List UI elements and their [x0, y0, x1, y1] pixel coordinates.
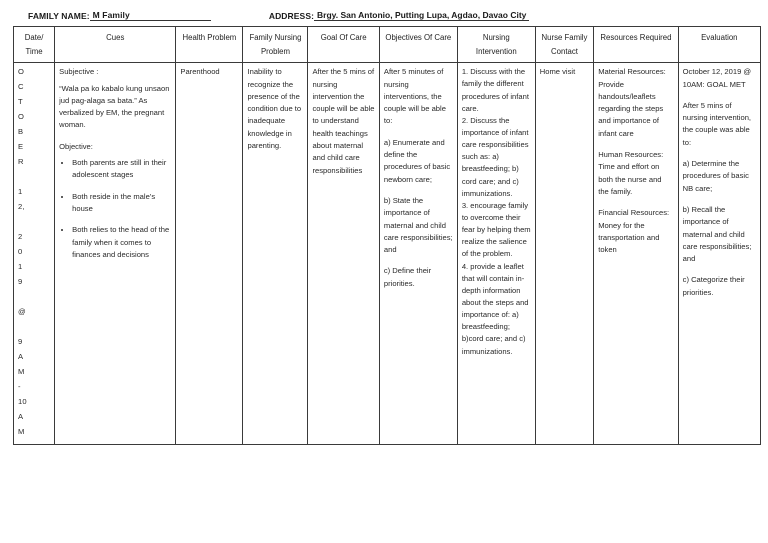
date-char: 9: [18, 337, 23, 347]
date-char: M: [18, 427, 25, 437]
table-row: [14, 63, 761, 445]
column-header-nurse-family-contact: Nurse Family Contact: [535, 27, 593, 63]
objective-b: b) State the importance of maternal and child care responsibilities; and: [383, 195, 453, 255]
date-char: E: [18, 142, 24, 152]
cell-goal-of-care: After the 5 mins of nursing intervention the couple will be able to understand health teachings about maternal and child care responsibilities: [308, 63, 379, 445]
family-name-underline: [133, 10, 211, 21]
cell-nurse-family-contact: Home visit: [535, 63, 593, 445]
date-char: C: [18, 82, 24, 92]
date-char: -: [18, 382, 21, 392]
evaluation-a: a) Determine the procedures of basic NB care;: [682, 159, 749, 193]
column-header-objectives-of-care: Objectives Of Care: [379, 27, 457, 63]
family-name-value: M Family: [90, 10, 133, 21]
column-header-date-time: Date/ Time: [14, 27, 55, 63]
date-char: B: [18, 127, 24, 137]
objective-a: a) Enumerate and define the procedures of basic newborn care;: [383, 137, 451, 184]
intervention-3: 3. encourage family to overcome their fear by helping them realize the salience of the problem.: [461, 200, 531, 259]
evaluation-goal-met: October 12, 2019 @ 10AM: GOAL MET: [682, 67, 752, 89]
column-header-family-nursing-problem: Family Nursing Problem: [243, 27, 308, 63]
table-header-row: [14, 27, 761, 63]
cell-date-time: [14, 63, 55, 445]
column-header-nursing-intervention: Nursing Intervention: [457, 27, 535, 63]
evaluation-c: c) Categorize their priorities.: [682, 275, 745, 297]
cell-health-problem: Parenthood: [176, 63, 243, 445]
column-header-resources-required: Resources Required: [594, 27, 678, 63]
address-label: ADDRESS:: [268, 11, 315, 21]
family-care-plan-table: [13, 26, 761, 445]
objective-c: c) Define their priorities.: [383, 266, 432, 288]
date-spacer: [18, 171, 50, 186]
date-char: 1: [18, 262, 23, 272]
date-char: A: [18, 352, 24, 362]
human-resources: Human Resources: Time and effort on both the nurse and the family.: [598, 150, 664, 196]
document-header: [28, 8, 758, 21]
date-char: O: [18, 112, 25, 122]
date-char: R: [18, 157, 24, 167]
intervention-4: 4. provide a leaflet that will contain in-depth information about the steps and importance of: a) breastfeeding; b)cord care; and c) immunizations.: [461, 261, 529, 356]
cell-nursing-intervention: [457, 63, 535, 445]
date-char: 2: [18, 232, 23, 242]
family-name-label: FAMILY NAME:: [28, 11, 90, 21]
financial-resources: Financial Resources: Money for the transportation and token: [598, 208, 670, 255]
date-char: 1: [18, 187, 23, 197]
cell-family-nursing-problem: Inability to recognize the presence of the condition due to inadequate knowledge in parenting.: [243, 63, 308, 445]
column-header-cues: Cues: [55, 27, 176, 63]
column-header-health-problem: Health Problem: [176, 27, 243, 63]
column-header-evaluation: Evaluation: [678, 27, 760, 63]
date-char: 0: [18, 247, 23, 257]
date-char: O: [18, 67, 25, 77]
cell-cues: [55, 63, 176, 445]
date-spacer: [18, 216, 50, 231]
evaluation-b: b) Recall the importance of maternal and child care responsibilities; and: [682, 204, 752, 264]
cell-resources-required: [594, 63, 678, 445]
column-header-goal-of-care: Goal Of Care: [308, 27, 379, 63]
date-char: 10: [18, 397, 27, 407]
date-char: M: [18, 367, 25, 377]
date-char: 9: [18, 277, 23, 287]
list-item: • Both parents are still in their adolescent stages: [72, 157, 171, 182]
date-spacer: [18, 321, 50, 336]
material-resources: Material Resources: Provide handouts/leaflets regarding the steps and importance of infant care: [598, 67, 666, 138]
list-item: • Both relies to the head of the family when it comes to finances and decisions: [72, 224, 171, 261]
evaluation-intro: After 5 mins of nursing intervention, the couple was able to:: [682, 100, 752, 147]
list-item: • Both reside in the male’s house: [72, 191, 171, 216]
subjective-text: “Wala pa ko kabalo kung unsaon jud pag-alaga sa bata.” As verbalized by EM, the pregnant woman.: [59, 83, 170, 130]
intervention-1: 1. Discuss with the family the different procedures of infant care.: [461, 67, 529, 113]
objective-intro: After 5 minutes of nursing interventions, the couple will be able to:: [383, 67, 446, 126]
intervention-2: 2. Discuss the importance of infant care responsibilities such as: a) breastfeeding; b) cord care; and c) immunizations.: [461, 115, 529, 198]
address-value: Brgy. San Antonio, Putting Lupa, Agdao, Davao City: [314, 10, 529, 21]
subjective-label: Subjective :: [59, 67, 99, 77]
cell-evaluation: [678, 63, 760, 445]
date-char: @: [18, 307, 26, 317]
date-char: T: [18, 97, 23, 107]
date-char: 2,: [18, 202, 25, 212]
objective-bullet-list: [59, 157, 171, 261]
objective-label: Objective:: [59, 141, 93, 151]
date-spacer: [18, 291, 50, 306]
cell-objectives-of-care: [379, 63, 457, 445]
date-char: A: [18, 412, 24, 422]
